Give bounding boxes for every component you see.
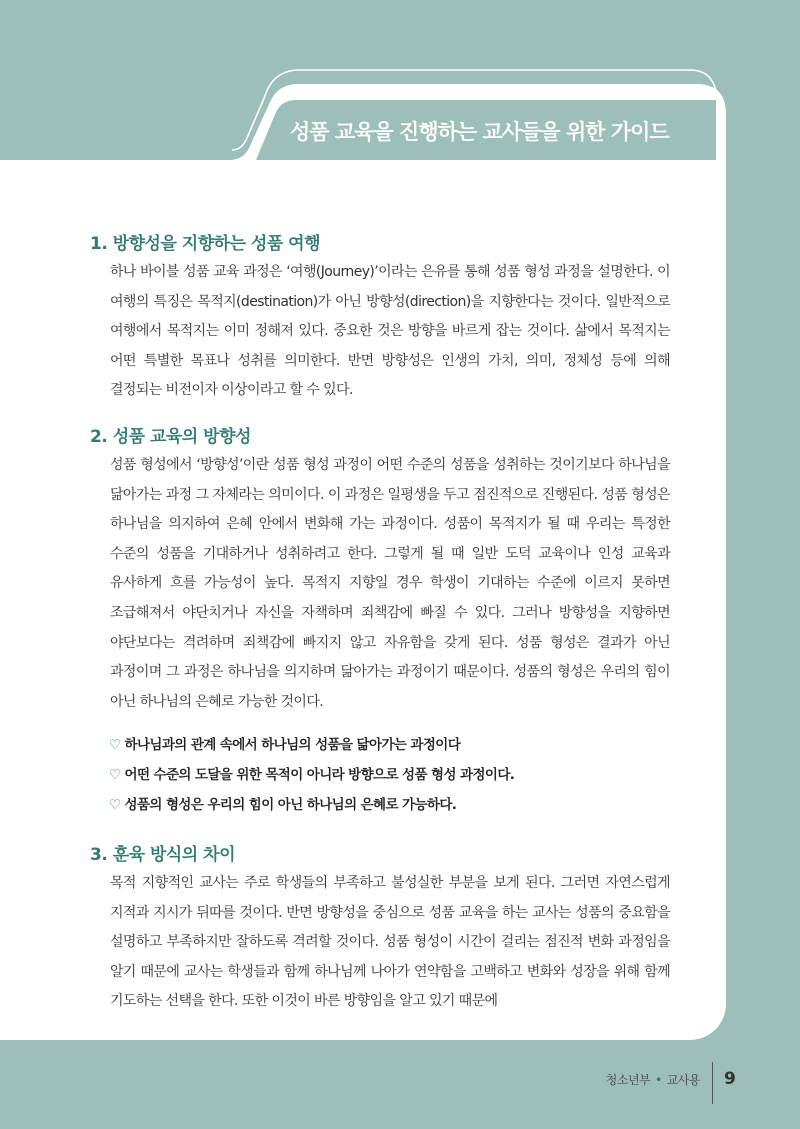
key-point-text: 성품의 형성은 우리의 힘이 아닌 하나님의 은혜로 가능하다. bbox=[124, 797, 457, 813]
header-tab bbox=[0, 0, 800, 200]
footer-edition: 교사용 bbox=[666, 1073, 700, 1087]
section-2-body: 성품 형성에서 ‘방향성’이란 성품 형성 과정이 어떤 수준의 성품을 성취하는 것이기보다 하나님을 닮아가는 과정 그 자체라는 의미이다. 이 과정은 일평생을 두고 점진적으로 진행된다. 성품 형성은 하나님을 의지하여 은혜 안에서 변화해 가는 과정이다. 성품이 목적지가 될 때 우리는 특정한 수준의 성품을 기대하거나 성취하려고 한다. 그렇게 될 때 일반 도덕 교육이나 인성 교육과 유사하게 흐를 가능성이 높다. 목적지 지향일 경우 학생이 기대하는 수준에 이르지 못하면 조급해져서 야단치거나 자신을 자책하며 죄책감에 빠질 수 있다. 그러나 방향성을 지향하면 야단보다는 격려하며 죄책감에 빠지지 않고 자유함을 갖게 된다. 성품 형성은 결과가 아닌 과정이며 그 과정은 하나님을 의지하며 닮아가는 과정이기 때문이다. 성품의 형성은 우리의 힘이 아닌 하나님의 은혜로 가능한 것이다. bbox=[110, 457, 670, 710]
section-1 bbox=[90, 232, 690, 406]
page-title: 성품 교육을 진행하는 교사들을 위한 가이드 bbox=[290, 120, 669, 144]
section-2 bbox=[90, 425, 690, 717]
page-number: 9 bbox=[724, 1069, 736, 1089]
section-3-body: 목적 지향적인 교사는 주로 학생들의 부족하고 불성실한 부분을 보게 된다. 그러면 자연스럽게 지적과 지시가 뒤따를 것이다. 반면 방향성을 중심으로 성품 교육을 하는 교사는 성품의 중요함을 설명하고 부족하지만 잘하도록 격려할 것이다. 성품 형성이 시간이 걸리는 점진적 변화 과정임을 알기 때문에 교사는 학생들과 함께 하나님께 나아가 연약함을 고백하고 변화와 성장을 위해 함께 기도하는 선택을 한다. 또한 이것이 바른 방향임을 알고 있기 때문에 bbox=[110, 875, 670, 1010]
footer-divider bbox=[712, 1062, 713, 1104]
heart-icon: ♡ bbox=[109, 797, 121, 813]
key-point-text: 어떤 수준의 도달을 위한 목적이 아니라 방향으로 성품 형성 과정이다. bbox=[124, 767, 515, 783]
heart-icon: ♡ bbox=[109, 737, 121, 753]
footer-department: 청소년부 bbox=[605, 1073, 651, 1087]
footer-dot-icon: • bbox=[655, 1073, 662, 1087]
key-point-1 bbox=[109, 730, 689, 760]
footer-label bbox=[560, 1070, 700, 1090]
heart-icon: ♡ bbox=[109, 767, 121, 783]
section-1-title: 1. 방향성을 지향하는 성품 여행 bbox=[90, 234, 321, 254]
section-2-title: 2. 성품 교육의 방향성 bbox=[90, 427, 251, 447]
section-1-body: 하나 바이블 성품 교육 과정은 ‘여행(Journey)’이라는 은유를 통해 성품 형성 과정을 설명한다. 이 여행의 특징은 목적지(destination)가 아닌 방향성(direction)을 지향한다는 것이다. 일반적으로 여행에서 목적지는 이미 정해져 있다. 중요한 것은 방향을 바르게 잡는 것이다. 삶에서 목적지는 어떤 특별한 목표나 성취를 의미한다. 반면 방향성은 인생의 가치, 의미, 정체성 등에 의해 결정되는 비전이자 이상이라고 할 수 있다. bbox=[110, 264, 670, 399]
key-point-3 bbox=[109, 790, 689, 820]
section-3 bbox=[90, 843, 690, 1017]
key-points-list bbox=[109, 730, 689, 820]
key-point-text: 하나님과의 관계 속에서 하나님의 성품을 닮아가는 과정이다 bbox=[124, 737, 461, 753]
section-3-title: 3. 훈육 방식의 차이 bbox=[90, 845, 235, 865]
key-point-2 bbox=[109, 760, 689, 790]
